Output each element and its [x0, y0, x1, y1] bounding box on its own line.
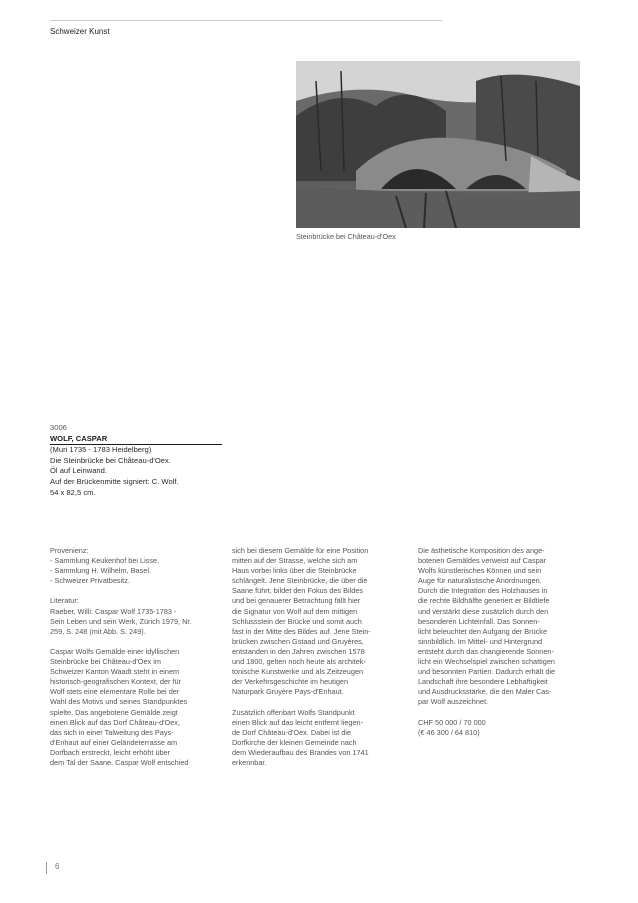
body-line: Schlussstein der Brücke und somit auch — [232, 616, 362, 626]
lot-number: 3006 — [50, 423, 67, 432]
body-line: Die ästhetische Komposition des ange- — [418, 546, 545, 555]
body-line: brücken zwischen Gstaad und Gruyères, — [232, 636, 364, 646]
body-line: besonderen Lichteinfall. Das Sonnen- — [418, 616, 540, 626]
lot-detail-line: (Muri 1735 - 1783 Heidelberg) — [50, 445, 152, 455]
body-line: einen Blick auf das Dorf Château-d'Oex, — [50, 717, 180, 727]
body-line: Haus vorbei links über die Steinbrücke — [232, 566, 357, 576]
body-line: und bei genauerer Betrachtung fällt hier — [232, 596, 361, 606]
body-line: Dorfbach erstreckt, leicht erhöht über — [50, 747, 171, 757]
body-line: dem Wiederaufbau des Brandes von 1741 — [232, 747, 369, 757]
literature-line: 259, S. 248 (mit Abb. S. 249). — [50, 626, 146, 636]
body-line: schlängelt. Jene Steinbrücke, die über die — [232, 576, 368, 586]
body-line: Caspar Wolfs Gemälde einer idyllischen — [50, 646, 180, 656]
literature-line: Literatur: — [50, 596, 79, 606]
body-line: entstanden in den Jahren zwischen 1578 — [232, 646, 365, 656]
body-line: par Wolf auszeichnet. — [418, 697, 489, 707]
body-line: Landschaft ihre besondere Lebhaftigkeit — [418, 677, 548, 687]
page-number-rule — [46, 862, 47, 874]
spacer — [232, 697, 404, 707]
estimate-chf: CHF 50 000 / 70 000 — [418, 717, 486, 727]
body-line: licht ein Wechselspiel zwischen schattigen — [418, 657, 555, 667]
body-line: Durch die Integration des Holzhauses in — [418, 586, 548, 596]
literature-line: Sein Leben und sein Werk, Zürich 1979, Nr. — [50, 616, 192, 626]
body-line: dem Tal der Saane. Caspar Wolf entschied — [50, 757, 189, 767]
body-line: fast in der Mitte des Bildes auf. Jene Stein- — [232, 626, 371, 636]
spacer — [50, 637, 222, 647]
body-line: Wahl des Motivs und seines Standpunktes — [50, 697, 188, 707]
lot-detail-line: Öl auf Leinwand. — [50, 466, 107, 476]
body-line: erkennbar. — [232, 757, 267, 767]
body-line: die Signatur von Wolf auf dem mittigen — [232, 606, 358, 616]
body-line: Auge für naturalistische Anordnungen. — [418, 576, 542, 586]
body-line: das sich in einer Talweitung des Pays- — [50, 727, 174, 737]
lot-detail-line: Auf der Brückenmitte signiert: C. Wolf. — [50, 476, 179, 486]
lot-detail-line: 54 x 82,5 cm. — [50, 487, 96, 497]
bridge-photo — [296, 61, 580, 228]
body-line: botenen Gemäldes verweist auf Caspar — [418, 556, 547, 566]
body-line: und besonnten Partien. Dadurch erhält die — [418, 667, 556, 677]
body-line: de Dorf Château-d'Oex. Dabei ist die — [232, 727, 352, 737]
body-line: Saane führt, bildet den Fokus des Bildes — [232, 586, 364, 596]
body-line: tonische Kunstwerke und als Zeitzeugen — [232, 667, 364, 677]
provenance-line: - Sammlung H. Wilhelm, Basel. — [50, 566, 151, 576]
body-line: Schweizer Kanton Waadt steht in einem — [50, 667, 180, 677]
body-line: sich bei diesem Gemälde für eine Position — [232, 546, 369, 555]
body-line: sinnbildlich. Im Mittel- und Hintergrund — [418, 636, 543, 646]
spacer — [418, 708, 590, 718]
provenance-line: - Schweizer Privatbesitz. — [50, 576, 130, 586]
body-line: Steinbrücke bei Château-d'Oex im — [50, 657, 161, 667]
body-line: mitten auf der Strasse, welche sich am — [232, 556, 358, 566]
body-line: licht beleuchtet den Aufgang der Brücke — [418, 626, 547, 636]
body-line: Dorfkirche der kleinen Gemeinde nach — [232, 737, 357, 747]
page-number: 6 — [55, 862, 60, 871]
body-line: und verstärkt diese zusätzlich durch den — [418, 606, 549, 616]
estimate-eur: (€ 46 300 / 64 810) — [418, 727, 480, 737]
body-line: der Verkehrsgeschichte im heutigen — [232, 677, 349, 687]
lot-artist: WOLF, CASPAR — [50, 434, 222, 446]
literature-line: Raeber, Willi: Caspar Wolf 1735-1783 - — [50, 606, 177, 616]
body-line: historisch-geografischen Kontext, der für — [50, 677, 182, 687]
lot-block — [50, 423, 222, 498]
body-line: Zusätzlich offenbart Wolfs Standpunkt — [232, 707, 355, 717]
body-line: d'Enhaut auf einer Geländeterrasse am — [50, 737, 178, 747]
lot-detail-line: Die Steinbrücke bei Château-d'Oex. — [50, 455, 171, 465]
body-line: einen Blick auf das leicht entfernt liegen- — [232, 717, 364, 727]
text-column-3 — [418, 546, 590, 738]
photo-caption: Steinbrücke bei Château-d'Oex — [296, 232, 396, 241]
provenance-line: Provenienz: — [50, 546, 89, 555]
provenance-line: - Sammlung Keukenhof bei Lisse. — [50, 556, 160, 566]
body-line: Wolfs künstlerisches Können und sein — [418, 566, 542, 576]
text-column-2 — [232, 546, 404, 768]
spacer — [50, 586, 222, 596]
body-line: spielte. Das angebotene Gemälde zeigt — [50, 707, 178, 717]
top-rule — [50, 20, 442, 21]
body-line: und 1800, gelten noch heute als architek- — [232, 657, 366, 667]
body-line: die rechte Bildhälfte generiert er Bildtiefe — [418, 596, 550, 606]
bridge-photo-illustration — [296, 61, 580, 228]
body-line: Naturpark Gruyère Pays-d'Enhaut. — [232, 687, 344, 697]
text-column-1 — [50, 546, 222, 768]
body-line: Wolf stets eine elementare Rolle bei der — [50, 687, 180, 697]
page-header: Schweizer Kunst — [50, 27, 110, 36]
body-line: entsteht durch das changierende Sonnen- — [418, 646, 554, 656]
body-line: und Ausdrucksstärke, die den Maler Cas- — [418, 687, 552, 697]
